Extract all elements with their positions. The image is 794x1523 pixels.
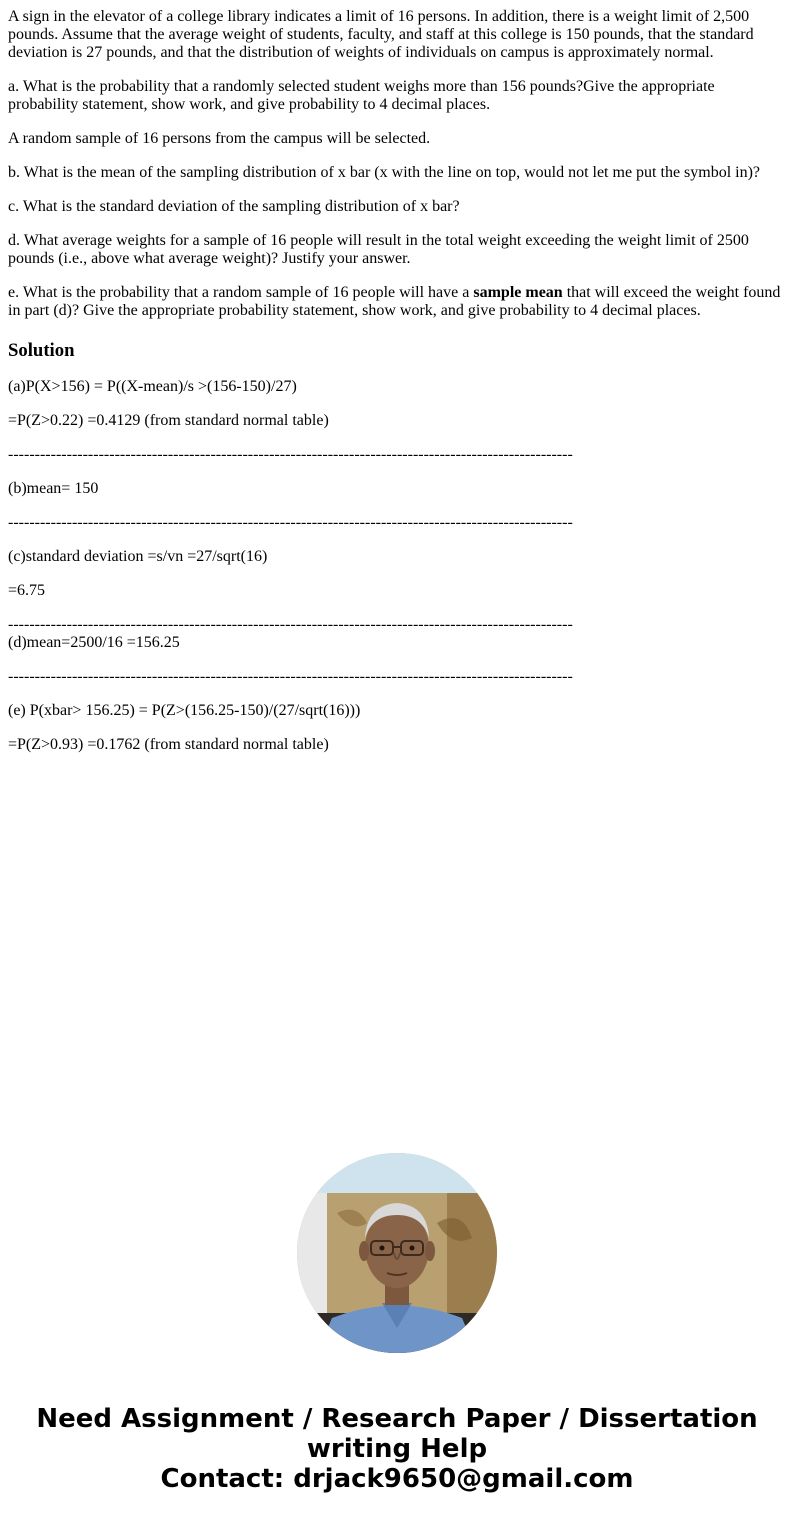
solution-c-line2: =6.75: [8, 582, 46, 599]
solution-e-line2: =P(Z>0.93) =0.1762 (from standard normal table): [8, 736, 329, 753]
promo-line-1: Need Assignment / Research Paper / Dissertation: [36, 1404, 758, 1434]
promo-line-2: writing Help: [306, 1434, 488, 1464]
divider-2: ----------------------------------------------------------------------------------------------------------: [8, 514, 573, 531]
promo-banner: [0, 1404, 794, 1494]
divider-1: ----------------------------------------------------------------------------------------------------------: [8, 446, 573, 463]
solution-b-line1: (b)mean= 150: [8, 480, 99, 497]
solution-d-line1: (d)mean=2500/16 =156.25: [8, 634, 180, 651]
question-sample-note: A random sample of 16 persons from the campus will be selected.: [8, 130, 431, 147]
question-part-a: a. What is the probability that a randomly selected student weighs more than 156 pounds?Give the appropriate probability statement, show work, and give probability to 4 decimal places.: [8, 78, 715, 113]
solution-e-line1: (e) P(xbar> 156.25) = P(Z>(156.25-150)/(27/sqrt(16))): [8, 702, 361, 719]
part-e-bold-term: sample mean: [473, 284, 563, 301]
question-part-c: c. What is the standard deviation of the sampling distribution of x bar?: [8, 198, 460, 215]
solution-a-line2: =P(Z>0.22) =0.4129 (from standard normal table): [8, 412, 329, 429]
page-content: [8, 8, 786, 770]
question-part-d: d. What average weights for a sample of 16 people will result in the total weight exceeding the weight limit of 2500 pounds (i.e., above what average weight)? Justify your answer.: [8, 232, 749, 267]
divider-4: ----------------------------------------------------------------------------------------------------------: [8, 668, 573, 685]
solution-a-line1: (a)P(X>156) = P((X-mean)/s >(156-150)/27): [8, 378, 297, 395]
question-part-e: [8, 284, 786, 320]
question-part-b: b. What is the mean of the sampling distribution of x bar (x with the line on top, would not let me put the symbol in)?: [8, 164, 761, 181]
tutor-avatar: [297, 1153, 497, 1353]
tutor-portrait-icon: [297, 1153, 497, 1353]
solution-c-line1: (c)standard deviation =s/vn =27/sqrt(16): [8, 548, 268, 565]
promo-contact: Contact: drjack9650@gmail.com: [160, 1464, 634, 1494]
divider-3: ----------------------------------------------------------------------------------------------------------: [8, 616, 573, 633]
part-e-text-end: that will exceed the weight found in part (d)? Give the appropriate probability statement, show work, and give probability to 4 decimal places.: [8, 284, 781, 319]
question-intro: A sign in the elevator of a college library indicates a limit of 16 persons. In addition, there is a weight limit of 2,500 pounds. Assume that the average weight of students, faculty, and staff at this college is 150 pounds, that the standard deviation is 27 pounds, and that the distribution of weights of individuals on campus is approximately normal.: [8, 8, 754, 61]
part-e-text-start: e. What is the probability that a random sample of 16 people will have a: [8, 284, 474, 301]
solution-heading: Solution: [8, 340, 75, 361]
